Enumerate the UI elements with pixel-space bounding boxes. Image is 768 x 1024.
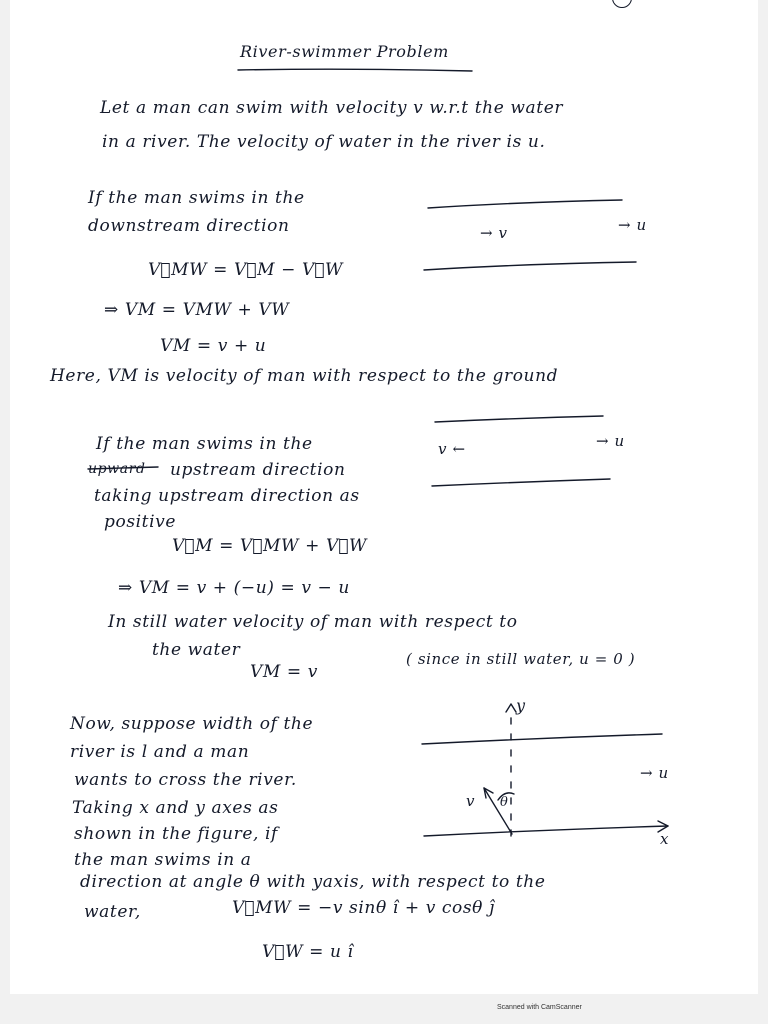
crossing-eq-1: V⃗MW = −v sinθ î + v cosθ ĵ: [232, 898, 495, 918]
downstream-text-2: downstream direction: [88, 216, 290, 236]
crossing-text-6: the man swims in a: [74, 850, 252, 870]
y-axis-label: y: [516, 696, 526, 715]
upstream-bank-bottom: [432, 479, 610, 486]
downstream-man-label: → v: [480, 224, 508, 242]
downstream-eq-3: VM = v + u: [160, 336, 267, 356]
crossing-text-5: shown in the figure, if: [74, 824, 278, 844]
water-velocity-label: → u: [640, 764, 669, 782]
crossing-text-2: river is l and a man: [70, 742, 250, 762]
intro-line-1: Let a man can swim with velocity v w.r.t the water: [100, 98, 564, 118]
upstream-text-3: taking upstream direction as: [94, 486, 360, 506]
upstream-text-2: upstream direction: [170, 460, 346, 480]
still-water-text-1: In still water velocity of man with respect to: [108, 612, 518, 632]
still-water-text-2: the water: [152, 640, 241, 660]
x-axis-label: x: [660, 830, 670, 848]
downstream-water-label: → u: [618, 216, 647, 234]
upstream-bank-top: [435, 416, 603, 422]
title-underline: [238, 69, 472, 71]
downstream-eq-2: ⇒ VM = VMW + VW: [104, 300, 290, 320]
theta-label: θ: [500, 795, 509, 810]
still-water-eq: VM = v: [250, 662, 318, 682]
y-axis-arrow-head: [506, 704, 516, 712]
crossing-text-1: Now, suppose width of the: [70, 714, 314, 734]
upstream-eq-1: V⃗M = V⃗MW + V⃗W: [172, 536, 368, 556]
crossing-text-7: direction at angle θ with yaxis, with respect to the: [80, 872, 546, 892]
river-bank-top: [422, 734, 662, 744]
scanner-watermark: Scanned with CamScanner: [497, 1004, 582, 1011]
downstream-eq-1: V⃗MW = V⃗M − V⃗W: [148, 260, 344, 280]
upstream-struck-word: upward: [88, 461, 146, 477]
upstream-text-4: positive: [104, 512, 177, 532]
upstream-eq-2: ⇒ VM = v + (−u) = v − u: [118, 578, 350, 598]
downstream-bank-top: [428, 200, 622, 208]
upstream-text-1: If the man swims in the: [96, 434, 313, 454]
crossing-text-8: water,: [84, 902, 141, 922]
intro-line-2: in a river. The velocity of water in the river is u.: [102, 132, 546, 152]
crossing-text-4: Taking x and y axes as: [72, 798, 279, 818]
downstream-bank-bottom: [424, 262, 636, 270]
still-water-note: ( since in still water, u = 0 ): [406, 650, 636, 668]
downstream-text-1: If the man swims in the: [88, 188, 305, 208]
crossing-text-3: wants to cross the river.: [74, 770, 297, 790]
swimmer-velocity-label: v: [466, 792, 476, 810]
page-title: River-swimmer Problem: [240, 42, 449, 61]
upstream-water-label: → u: [596, 432, 625, 450]
river-bank-bottom: [424, 826, 668, 836]
upstream-man-label: v ←: [438, 440, 466, 458]
ground-velocity-note: Here, VM is velocity of man with respect to the ground: [50, 366, 559, 386]
crossing-eq-2: V⃗W = u î: [262, 942, 354, 962]
